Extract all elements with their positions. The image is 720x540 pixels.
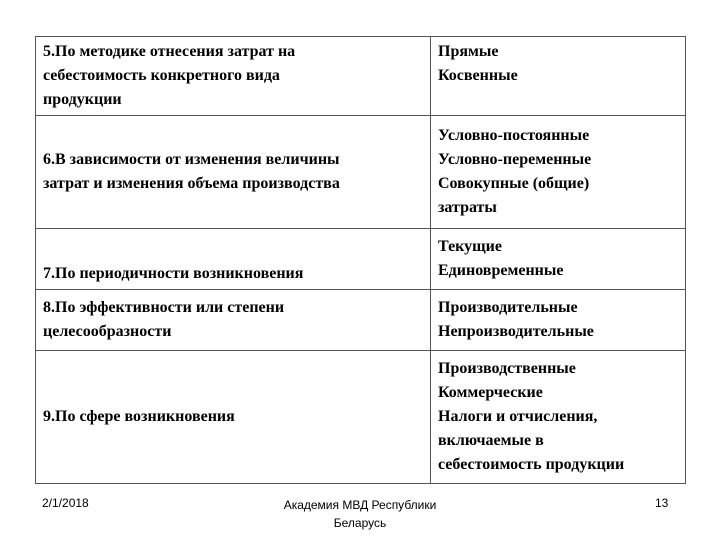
footer-org-line: Академия МВД Республики bbox=[283, 498, 437, 512]
table-row bbox=[36, 351, 686, 484]
footer-organization bbox=[250, 496, 470, 532]
criterion-cell bbox=[36, 37, 431, 116]
cell-text: 9.По сфере возникновения bbox=[43, 408, 235, 425]
cell-text: Косвенные bbox=[438, 67, 518, 84]
cell-text: Совокупные (общие) bbox=[438, 175, 590, 192]
footer-org-line: Беларусь bbox=[333, 516, 387, 530]
table-row bbox=[36, 116, 686, 229]
classification-table bbox=[35, 36, 686, 484]
cell-text: себестоимость конкретного вида bbox=[43, 67, 280, 84]
table-row bbox=[36, 37, 686, 116]
cell-text: 5.По методике отнесения затрат на bbox=[43, 43, 296, 60]
cell-text: Производительные bbox=[438, 299, 578, 316]
table-row bbox=[36, 229, 686, 290]
cell-text: 8.По эффективности или степени bbox=[43, 299, 285, 316]
footer-page-number: 13 bbox=[655, 496, 669, 510]
cell-text: продукции bbox=[43, 91, 122, 108]
cell-text: Коммерческие bbox=[438, 384, 543, 401]
cell-text: Единовременные bbox=[438, 262, 564, 279]
types-cell bbox=[431, 116, 686, 229]
cell-text: Условно-постоянные bbox=[438, 127, 590, 144]
footer-date: 2/1/2018 bbox=[42, 496, 89, 510]
types-cell bbox=[431, 290, 686, 351]
cell-text: Прямые bbox=[438, 43, 499, 60]
criterion-cell bbox=[36, 290, 431, 351]
criterion-cell bbox=[36, 351, 431, 484]
table-row bbox=[36, 290, 686, 351]
criterion-cell bbox=[36, 116, 431, 229]
cell-text: Текущие bbox=[438, 238, 502, 255]
cell-text: Непроизводительные bbox=[438, 323, 594, 340]
cell-text: Налоги и отчисления, bbox=[438, 408, 598, 425]
cell-text: целесообразности bbox=[43, 323, 172, 340]
cell-text: себестоимость продукции bbox=[438, 456, 625, 473]
cell-text: включаемые в bbox=[438, 432, 544, 449]
types-cell bbox=[431, 229, 686, 290]
cell-text: затрат и изменения объема производства bbox=[43, 175, 340, 192]
cell-text: 7.По периодичности возникновения bbox=[43, 265, 304, 282]
cell-text: Условно-переменные bbox=[438, 151, 592, 168]
cell-text: 6.В зависимости от изменения величины bbox=[43, 151, 340, 168]
criterion-cell bbox=[36, 229, 431, 290]
cell-text: Производственные bbox=[438, 360, 576, 377]
types-cell bbox=[431, 351, 686, 484]
types-cell bbox=[431, 37, 686, 116]
cell-text: затраты bbox=[438, 199, 497, 216]
